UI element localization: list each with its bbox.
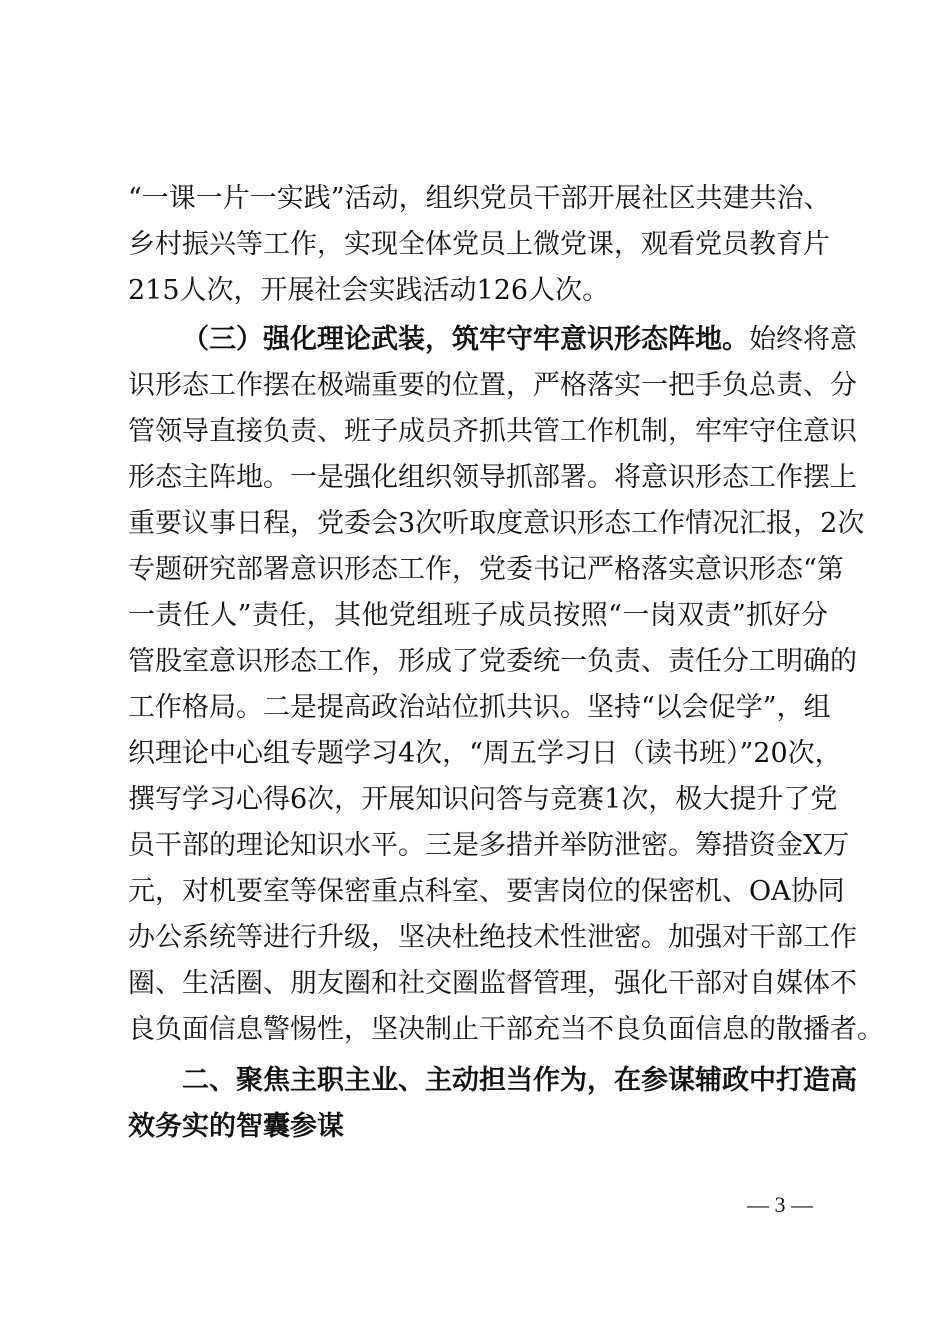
paragraph-line: “一课一片一实践”活动，组织党员干部开展社区共建共治、 xyxy=(128,183,831,214)
paragraph-line: 撰写学习心得6次，开展知识问答与竞赛1次，极大提升了党 xyxy=(128,784,838,815)
paragraph-line: 良负面信息警惕性，坚决制止干部充当不良负面信息的散播者。 xyxy=(128,1014,884,1045)
paragraph-line: 办公系统等进行升级，坚决杜绝技术性泄密。加强对干部工作 xyxy=(128,922,857,953)
paragraph-line: 一责任人”责任，其他党组班子成员按照“一岗双责”抓好分 xyxy=(128,600,828,631)
paragraph-line: 管股室意识形态工作，形成了党委统一负责、责任分工明确的 xyxy=(128,646,857,677)
section-heading-line: 效务实的智囊参谋 xyxy=(128,1111,344,1142)
section-heading-line: 二、聚焦主职主业、主动担当作为，在参谋辅政中打造高 xyxy=(182,1065,857,1096)
paragraph-line: 圈、生活圈、朋友圈和社交圈监督管理，强化干部对自媒体不 xyxy=(128,968,857,999)
page-number: — 3 — xyxy=(747,1192,813,1217)
paragraph-line: 员干部的理论知识水平。三是多措并举防泄密。筹措资金X万 xyxy=(128,830,850,861)
paragraph-line: 织理论中心组专题学习4次，“周五学习日（读书班）”20次， xyxy=(128,738,842,769)
paragraph-line: 乡村振兴等工作，实现全体党员上微党课，观看党员教育片 xyxy=(128,229,830,260)
subheading-text: （三）强化理论武装，筑牢守牢意识形态阵地。 xyxy=(182,324,749,355)
paragraph-line: 重要议事日程，党委会3次听取度意识形态工作情况汇报，2次 xyxy=(128,508,865,539)
paragraph-text: 始终将意 xyxy=(749,324,857,355)
paragraph-first-line xyxy=(182,317,857,363)
paragraph-line: 工作格局。二是提高政治站位抓共识。坚持“以会促学”，组 xyxy=(128,692,831,723)
paragraph-line: 215人次，开展社会实践活动126人次。 xyxy=(128,275,610,306)
paragraph-line: 元，对机要室等保密重点科室、要害岗位的保密机、OA协同 xyxy=(128,876,845,907)
paragraph-line: 识形态工作摆在极端重要的位置，严格落实一把手负总责、分 xyxy=(128,370,857,401)
paragraph-line: 专题研究部署意识形态工作，党委书记严格落实意识形态“第 xyxy=(128,554,844,585)
paragraph-line: 形态主阵地。一是强化组织领导抓部署。将意识形态工作摆上 xyxy=(128,462,857,493)
paragraph-line: 管领导直接负责、班子成员齐抓共管工作机制，牢牢守住意识 xyxy=(128,416,857,447)
